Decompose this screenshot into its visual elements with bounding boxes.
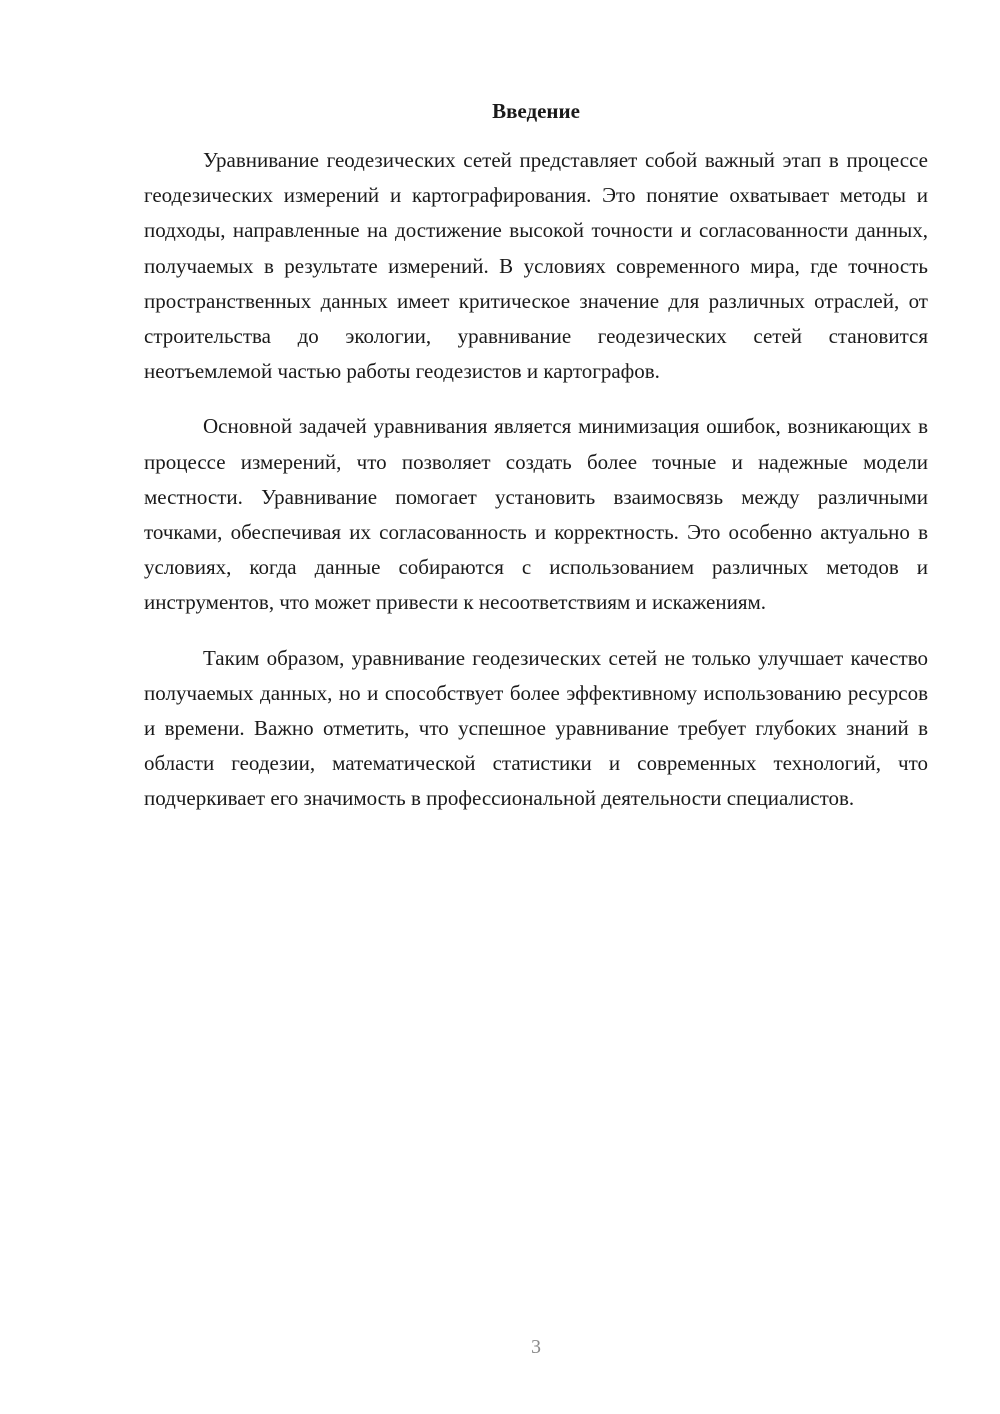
section-heading: Введение [492,99,580,123]
paragraph-1: Уравнивание геодезических сетей представляет собой важный этап в процессе геодезических измерений и картографирования. Это понятие охватывает методы и подходы, направленные на достижение высокой точности и согласованности данных, получаемых в результате измерений. В условиях современного мира, где точность пространственных данных имеет критическое значение для различных отраслей, от строительства до экологии, уравнивание геодезических сетей становится неотъемлемой частью работы геодезистов и картографов. [144,148,928,384]
body-text [144,143,928,817]
page-number: 3 [531,1336,541,1358]
paragraph-3: Таким образом, уравнивание геодезических сетей не только улучшает качество получаемых данных, но и способствует более эффективному использованию ресурсов и времени. Важно отметить, что успешное уравнивание требует глубоких знаний в области геодезии, математической статистики и современных технологий, что подчеркивает его значимость в профессиональной деятельности специалистов. [144,645,928,811]
paragraph-2: Основной задачей уравнивания является минимизация ошибок, возникающих в процессе измерений, что позволяет создать более точные и надежные модели местности. Уравнивание помогает установить взаимосвязь между различными точками, обеспечивая их согласованность и корректность. Это особенно актуально в условиях, когда данные собираются с использованием различных методов и инструментов, что может привести к несоответствиям и искажениям. [144,414,928,615]
